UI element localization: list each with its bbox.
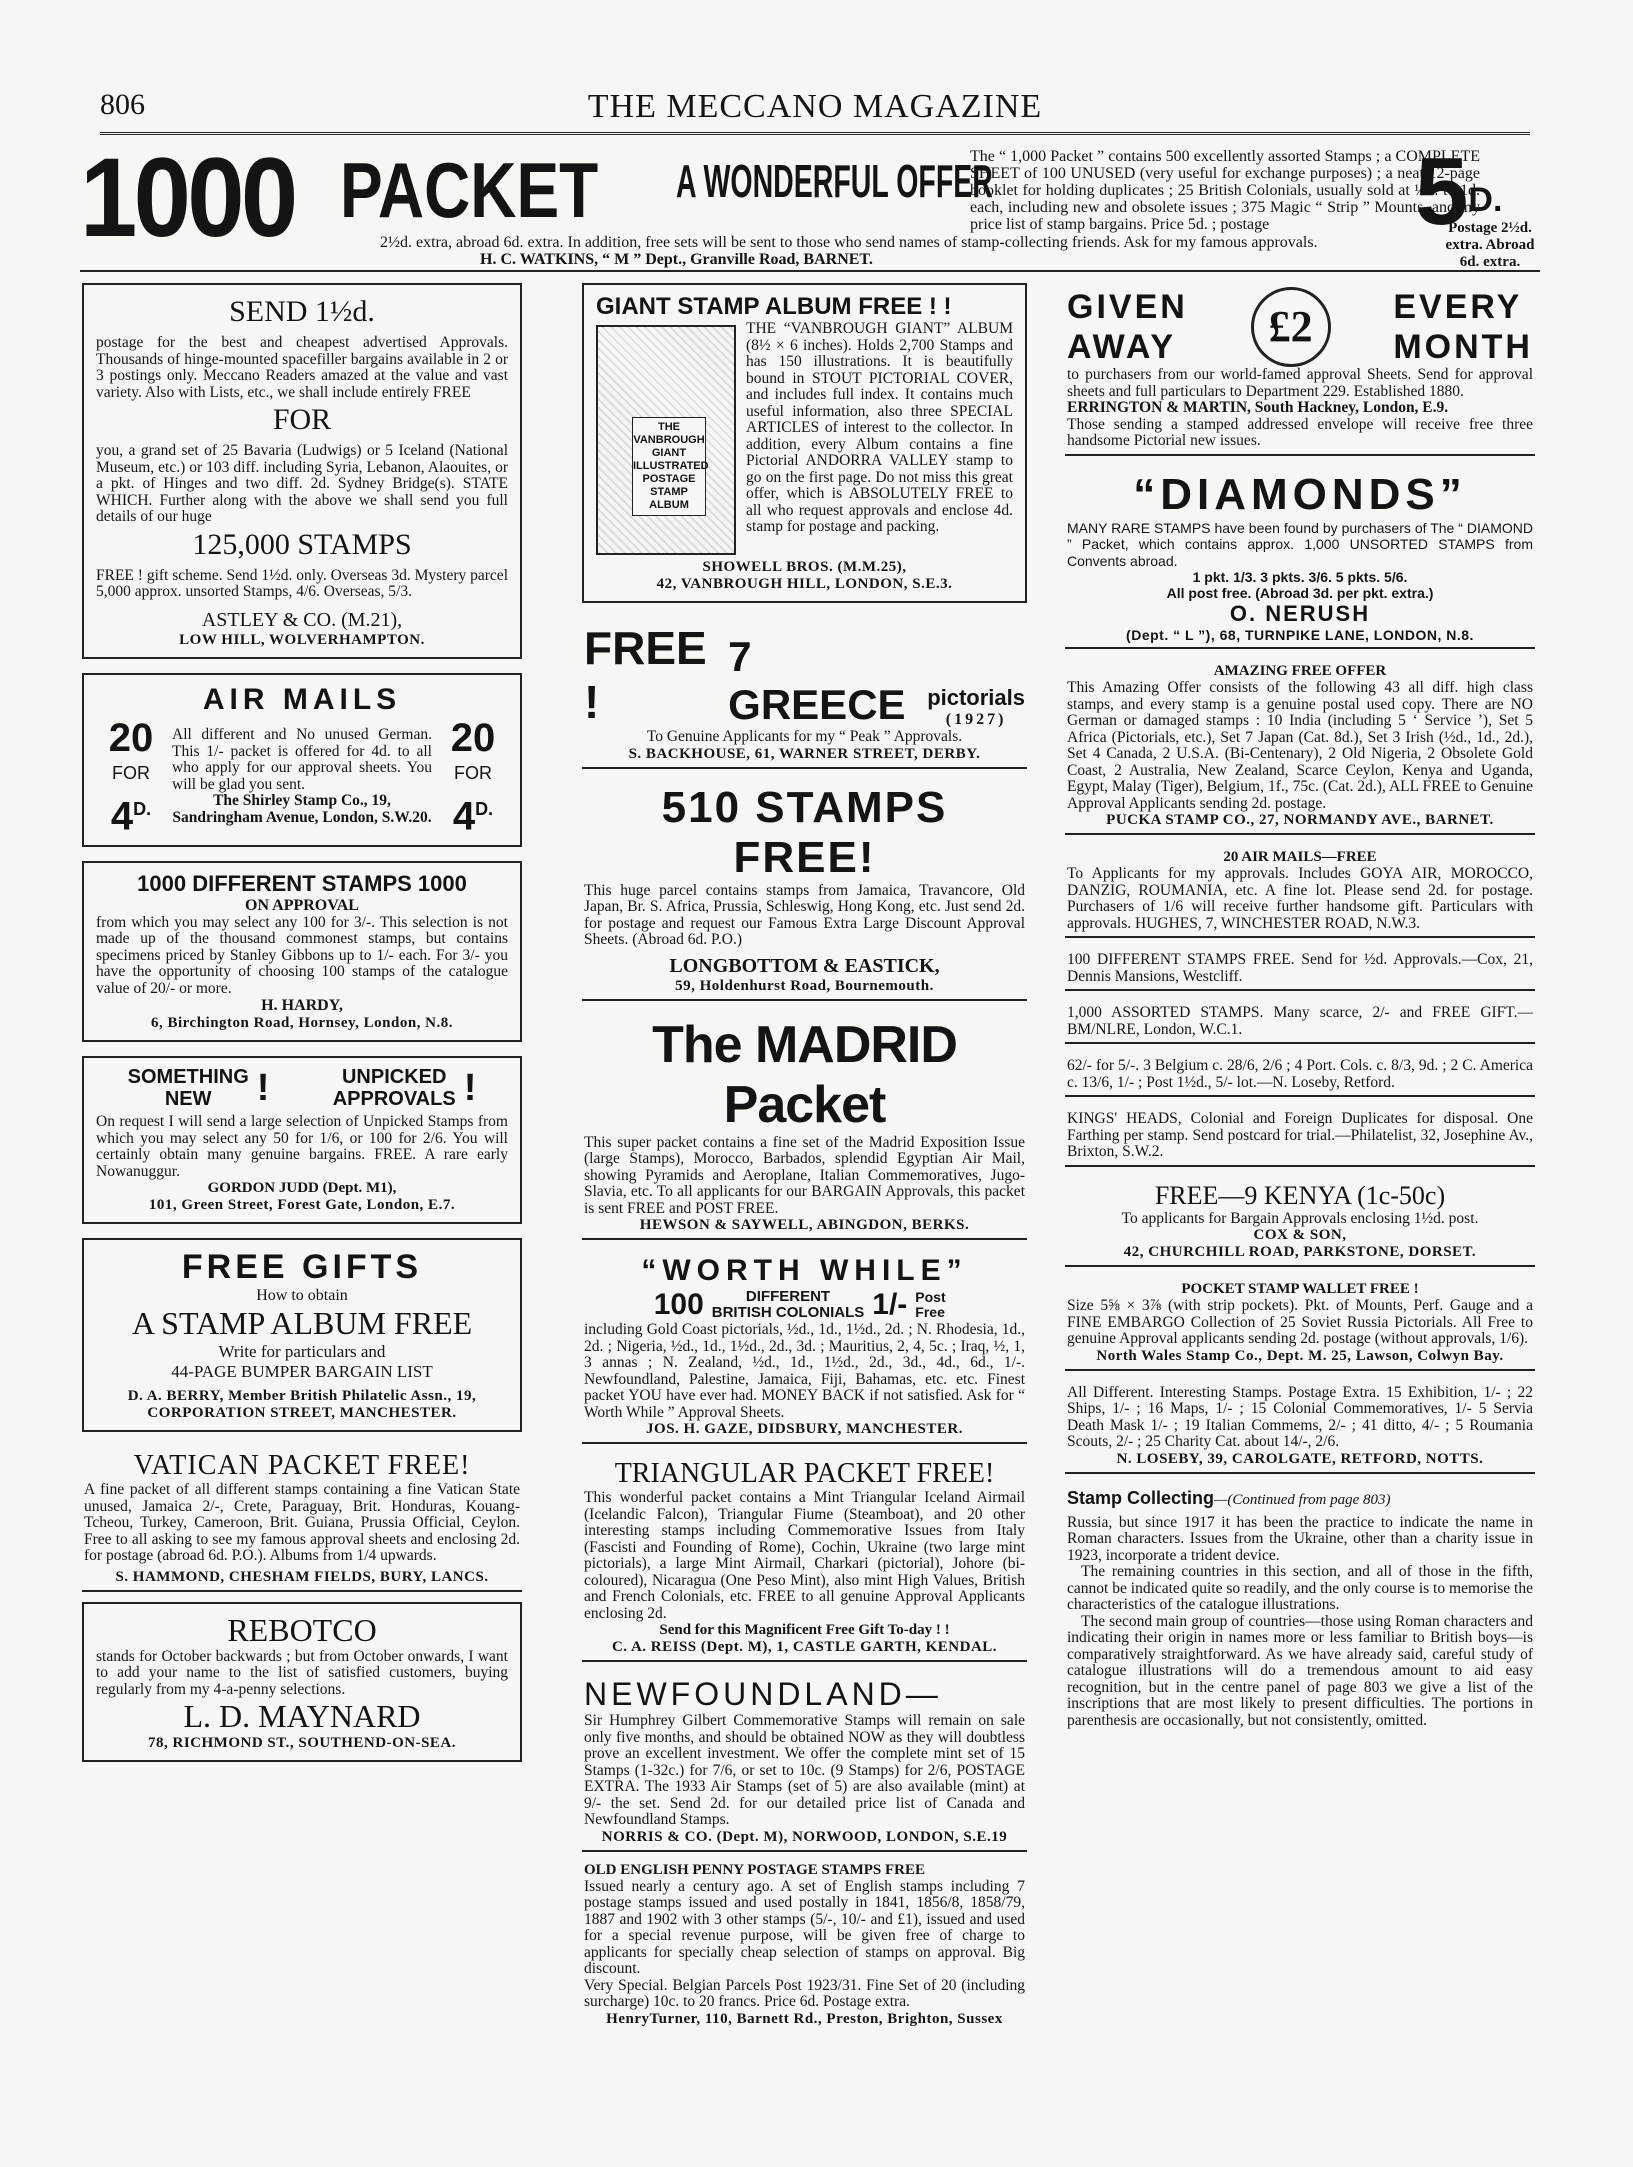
astley-address: LOW HILL, WOLVERHAMPTON. bbox=[179, 631, 425, 648]
air-mails-advert: AIR MAILS 20 FOR $4^{D.}$ All different and No unused German. This 1/- packet is offered for 4d. to all who apply for our approval sheets. You will be glad you sent. The Shirley Stamp Co., 19, Sandringham Avenue, London, S.W.20. 20 FOR $4^{D.}$ bbox=[82, 673, 522, 847]
assorted-advert: 1,000 ASSORTED STAMPS. Many scarce, 2/- and FREE GIFT.—BM/NLRE, London, W.C.1. bbox=[1065, 1001, 1535, 1044]
wallet-advert: POCKET STAMP WALLET FREE ! Size 5⅝ × 3⅞ (with strip pockets). Pkt. of Mounts, Perf. Gauge and a FINE EMBARGO Collection of 25 Soviet Russia Pictorials. All Free to genuine Approval applicants sending 2d. postage (without approvals, 1/6). North Wales Stamp Co., Dept. M. 25, Lawson, Colwyn Bay. bbox=[1065, 1277, 1535, 1371]
shirley-address: The Shirley Stamp Co., 19, Sandringham Avenue, London, S.W.20. bbox=[172, 792, 432, 826]
send-stamps: 125,000 STAMPS bbox=[192, 527, 412, 561]
send-title: SEND 1½d. bbox=[229, 295, 375, 328]
amazing-advert: AMAZING FREE OFFER This Amazing Offer consists of the following 43 all diff. high class stamps, and every stamp is a genuine postal used copy. There are NO German or damaged stamps : 10 India (including 5 ‘ Service ’), Set 5 Africa (Pictorials, etc.), Set 7 Japan (Cat. 8d.), Set 3 Irish (½d., 1d., 2d.), Set 4 Canada, 2 U.S.A. (Bi-Centenary), 2 Old Nigeria, 2 Obsolete Gold Coast, 2 Australia, New Zealand, Scarce Ceylon, Kenya and Uganda, Egypt, Malay (Tiger), Belgium, 1f., 75c. (Cat. 2d.), ALL FREE to Genuine Approval Applicants sending 2d. postage. PUCKA STAMP CO., 27, NORMANDY AVE., BARNET. bbox=[1065, 659, 1535, 835]
stamps-510-advert: 510 STAMPS FREE! This huge parcel contains stamps from Jamaica, Travancore, Old Japan, Br. S. Africa, Prussia, Schleswig, Hong Kong, etc. Just send 2d. for postage and request our Famous Extra Large Discount Approval Sheets. (Abroad 6d. P.O.) LONGBOTTOM & EASTICK, 59, Holdenhurst Road, Bournemouth. bbox=[582, 779, 1027, 1001]
s62-advert: 62/- for 5/-. 3 Belgium c. 28/6, 2/6 ; 4 Port. Cols. c. 8/3, 9d. ; 2 C. America c. 13/6, 1/- ; Post 1½d., 5/- lot.—N. Loseby, Retford. bbox=[1065, 1054, 1535, 1097]
magazine-title: THE MECCANO MAGAZINE bbox=[587, 88, 1043, 125]
free-gifts-advert: FREE GIFTS How to obtain A STAMP ALBUM FREE Write for particulars and 44-PAGE BUMPER BARGAIN LIST D. A. BERRY, Member British Philatelic Assn., 19, CORPORATION STREET, MANCHESTER. bbox=[82, 1238, 522, 1432]
thousand-title: 1000 DIFFERENT STAMPS 1000 bbox=[137, 870, 467, 896]
thousand-advert: 1000 DIFFERENT STAMPS 1000 ON APPROVAL from which you may select any 100 for 3/-. This selection is not made up of the thousand commonest stamps, but contains specimens priced by Stanley Gibbons up to 1/- each. For 3/- you have the opportunity of choosing 100 stamps of the catalogue value of 20/- or more. H. HARDY, 6, Birchington Road, Hornsey, London, N.8. bbox=[82, 861, 522, 1043]
interesting-advert: All Different. Interesting Stamps. Postage Extra. 15 Exhibition, 1/- ; 22 Ships, 1/- ; 16 Maps, 1/- ; 15 Colonial Commemoratives, 1/- 5 Servia Death Mask 1/- ; 19 Italian Commems, 2/- ; 41 ditto, 4/- ; 5 Roumania Scouts, 2/- ; 25 Charity Cat. about 14/-, 2/6. N. LOSEBY, 39, CAROLGATE, RETFORD, NOTTS. bbox=[1065, 1381, 1535, 1474]
page-number: 806 bbox=[100, 88, 145, 121]
watkins-advert bbox=[80, 135, 1540, 272]
worth-while-advert: “WORTH WHILE” 100 DIFFERENT BRITISH COLONIALS 1/- Post Free including Gold Coast pictorials, ½d., 1d., 1½d., 2d. ; N. Rhodesia, 1d., 2d. ; Nigeria, ½d., 1d., 1½d., 2d., 3d. ; Mauritius, 2, 4, 5c. ; Iraq, ½, 1, 3 annas ; N. Zealand, ½d., 1d., 1½d., 2d., 3d., 4d., 6d., 1/-. Newfoundland, Palestine, Jamaica, Fiji, Bahamas, etc. etc. Finest packet YOU have ever had. MONEY BACK if not satisfied. Ask for “ Worth While ” Approval Sheets. JOS. H. GAZE, DIDSBURY, MANCHESTER. bbox=[582, 1250, 1027, 1444]
newfoundland-advert: NEWFOUNDLAND— Sir Humphrey Gilbert Commemorative Stamps will remain on sale only five months, and should be obtained NOW as they will doubtless prove an excellent investment. We offer the complete mint set of 15 Stamps (1-32c.) for 7/6, or set to 10c. (9 Stamps) for 2/6, POSTAGE EXTRA. The 1933 Air Stamps (set of 5) are also available (mint) at 9/- the set. Send 2d. for our detailed price list of Canada and Newfoundland Stamps. NORRIS & CO. (Dept. M), NORWOOD, LONDON, S.E.19 bbox=[582, 1672, 1027, 1852]
watkins-address: H. C. WATKINS, “ M ” Dept., Granville Road, BARNET. bbox=[480, 251, 873, 268]
giant-title: GIANT STAMP ALBUM FREE ! ! bbox=[596, 293, 952, 320]
penny-postage-advert: OLD ENGLISH PENNY POSTAGE STAMPS FREE Issued nearly a century ago. A set of English stamps including 7 postage stamps issued and used postally in 1841, 1856/8, 1858/79, 1887 and 1902 with 3 other stamps (5/-, 10/- and £1), issued and used for a special revenue purpose, will be given free of charge to applicants for specially cheap selection of stamps on approval. Big discount. Very Special. Belgian Parcels Post 1923/31. Fine Set of 20 (including surcharge) 10c. to 20 francs. Price 6d. Postage extra. HenryTurner, 110, Barnett Rd., Preston, Brighton, Sussex bbox=[584, 1861, 1025, 2027]
kings-heads-advert: KINGS' HEADS, Colonial and Foreign Duplicates for disposal. One Farthing per stamp. Send postcard for trial.—Philatelist, 32, Josephine Av., Brixton, S.W.2. bbox=[1065, 1107, 1535, 1167]
column-right bbox=[1065, 283, 1535, 1733]
banner-extra: 2½d. extra, abroad 6d. extra. In addition, free sets will be sent to those who send names of stamp-collecting friends. Ask for my famous approvals. H. C. WATKINS, “ M ” Dept., Granville Road, BARNET. bbox=[380, 234, 1318, 268]
given-away-advert: GIVEN AWAY £2 EVERY MONTH to purchasers from our world-famed approval Sheets. Send for approval sheets and full particulars to Department 229. Established 1880. ERRINGTON & MARTIN, South Hackney, London, E.9. Those sending a stamped addressed envelope will receive free three handsome Pictorial new issues. bbox=[1065, 283, 1535, 456]
banner-postage: Postage 2½d. extra. Abroad 6d. extra. bbox=[1445, 220, 1535, 270]
vatican-advert: VATICAN PACKET FREE! A fine packet of all different stamps containing a fine Vatican State unused, Jamaica 2/-, Crete, Paraguay, Brit. Honduras, Kouang-Tcheou, Turkey, Cameroon, Brit. Guiana, Prussia Official, Ceylon. Free to all asking to see my famous approval sheets and enclosing 2d. for postage (abroad 6d. P.O.). Albums from 1/4 upwards. S. HAMMOND, CHESHAM FIELDS, BURY, LANCS. bbox=[82, 1446, 522, 1592]
page-header bbox=[100, 88, 1530, 135]
rebotco-advert: REBOTCO stands for October backwards ; but from October onwards, I want to add your name to the list of satisfied customers, buying regularly from my 4-a-penny selections. L. D. MAYNARD 78, RICHMOND ST., SOUTHEND-ON-SEA. bbox=[82, 1602, 522, 1763]
banner-wonderful-offer: A WONDERFUL OFFER bbox=[676, 155, 993, 207]
send-for: FOR bbox=[272, 403, 332, 436]
stamp-collecting-article: Stamp Collecting—(Continued from page 803) Russia, but since 1917 it has been the practice to indicate the name in Roman characters. Issues from the Ukraine, other than a charity issue in 1923, incorporate a trident device. The remaining countries in this section, and all of those in the fifth, cannot be indicated quite so readily, and the only course is to memorise the characteristics of the catalogue illustrations. The second main group of countries—those using Roman characters and indicating their origin in names more or less familiar to British boys—is comparatively straightforward. As we have already said, careful study of catalogue illustrations will do a tremendous amount to aid easy recognition, but in the centre panel of page 803 we give a list of the inscriptions that are most likely to present difficulties. The portions in parenthesis are occasionally, but not consistently, omitted. bbox=[1067, 1487, 1533, 1729]
banner-packet: PACKET bbox=[340, 146, 599, 234]
hundred-advert: 100 DIFFERENT STAMPS FREE. Send for ½d. Approvals.—Cox, 21, Dennis Mansions, Westcliff. bbox=[1065, 948, 1535, 991]
column-middle bbox=[582, 283, 1027, 2042]
banner-text: The “ 1,000 Packet ” contains 500 excellently assorted Stamps ; a COMPLETE SHEET of 100 UNUSED (very useful for exchange purposes) ; a neat 12-page booklet for holding duplicates ; 25 British Colonials, usually sold at ½d. to 1d. each, including new and obsolete issues ; 375 Magic “ Strip ” Mounts, and my price list of stamp bargains. Price 5d. ; postage bbox=[970, 148, 1480, 233]
triangular-advert: TRIANGULAR PACKET FREE! This wonderful packet contains a Mint Triangular Iceland Airmail (Icelandic Falcon), Triangular Fiume (Steamboat), and 20 other interesting stamps including Commemorative Issues from Italy (Fascisti and Founding of Rome), Cochin, Ukraine (two large mint pictorials), a large Mint Airmail, Charkari (pictorial), Johore (bi-coloured), Nicaragua (One Peso Mint), also mint High Values, British and French Colonials, etc. FREE to all genuine Approval Applicants enclosing 2d. Send for this Magnificent Free Gift To-day ! ! C. A. REISS (Dept. M), 1, CASTLE GARTH, KENDAL. bbox=[582, 1454, 1027, 1662]
madrid-advert: The MADRID Packet This super packet contains a fine set of the Madrid Exposition Issue (large Stamps), Morocco, Barbados, splendid Egyptian Air Mail, showing Pyramids and Aeroplane, Italian Commemoratives, Jugo-Slavia, etc. To all applicants for our BARGAIN Approvals, this packet is sent FREE and POST FREE. HEWSON & SAYWELL, ABINGDON, BERKS. bbox=[582, 1011, 1027, 1241]
giant-album-advert: GIANT STAMP ALBUM FREE ! ! THE VANBROUGH GIANT ILLUSTRATED POSTAGE STAMP ALBUM THE “VANBROUGH GIANT” ALBUM (8½ × 6 inches). Holds 2,700 Stamps and has 150 illustrations. It is beautifully bound in STOUT PICTORIAL COVER, and includes full index. It contains much useful information, also three SPECIAL ARTICLES of interest to the collector. In addition, every Album contains a fine Pictorial ANDORRA VALLEY stamp to go on the first page. Do not miss this great offer, which is ABSOLUTELY FREE to all who request approvals and enclose 4d. stamp for postage and packing. SHOWELL BROS. (M.M.25), 42, VANBROUGH HILL, LONDON, S.E.3. bbox=[582, 283, 1027, 603]
greece-advert: FREE ! 7 GREECE pictorials (1927) To Genuine Applicants for my “ Peak ” Approvals. S. BACKHOUSE, 61, WARNER STREET, DERBY. bbox=[582, 617, 1027, 769]
banner-price: $5^{D.}$ bbox=[1415, 138, 1503, 245]
something-new-advert: SOMETHING NEW ! UNPICKED APPROVALS ! On request I will send a large selection of Unpicked Stamps from which you may select any 50 for 1/6, or 100 for 2/6. You will certainly obtain many genuine bargains. FREE. A rare early Nowanuggur. GORDON JUDD (Dept. M1), 101, Green Street, Forest Gate, London, E.7. bbox=[82, 1056, 522, 1224]
column-left bbox=[82, 283, 522, 1776]
astley-firm: ASTLEY & CO. (M.21), bbox=[201, 608, 403, 631]
kenya-advert: FREE—9 KENYA (1c-50c) To applicants for Bargain Approvals enclosing 1½d. post. COX & SON, 42, CHURCHILL ROAD, PARKSTONE, DORSET. bbox=[1065, 1177, 1535, 1268]
send-advert: SEND 1½d. postage for the best and cheapest advertised Approvals. Thousands of hinge-mounted spacefiller bargains available in 2 or 3 postings only. Meccano Readers amazed at the value and vast variety. Also with Lists, etc., we shall include entirely FREE FOR you, a grand set of 25 Bavaria (Ludwigs) or 5 Iceland (National Museum, etc.) or 103 diff. including Syria, Lebanon, Alaouites, or a pkt. of Hinges and two diff. 2d. Sydney Bridge(s). STATE WHICH. Further along with the above we shall send you full details of our huge 125,000 STAMPS FREE ! gift scheme. Send 1½d. only. Overseas 3d. Mystery parcel 5,000 approx. unsorted Stamps, 4/6. Overseas, 5/3. ASTLEY & CO. (M.21), LOW HILL, WOLVERHAMPTON. bbox=[82, 283, 522, 659]
album-illustration: THE VANBROUGH GIANT ILLUSTRATED POSTAGE STAMP ALBUM bbox=[596, 325, 736, 555]
banner-1000: 1000 bbox=[80, 135, 295, 260]
air-mails-20-advert: 20 AIR MAILS—FREE To Applicants for my approvals. Includes GOYA AIR, MOROCCO, DANZIG, ROUMANIA, etc. A fine lot. Please send 2d. for postage. Purchasers of 1/6 will receive further handsome gift. Particulars with approvals. HUGHES, 7, WINCHESTER ROAD, N.W.3. bbox=[1065, 845, 1535, 938]
diamonds-advert: “DIAMONDS” MANY RARE STAMPS have been found by purchasers of The “ DIAMOND ” Packet, which contains approx. 1,000 UNSORTED STAMPS from Convents abroad. 1 pkt. 1/3. 3 pkts. 3/6. 5 pkts. 5/6. All post free. (Abroad 3d. per pkt. extra.) O. NERUSH (Dept. “ L ”), 68, TURNPIKE LANE, LONDON, N.8. bbox=[1065, 466, 1535, 650]
pound-medallion: £2 bbox=[1251, 287, 1331, 367]
air-title: AIR MAILS bbox=[202, 682, 402, 716]
